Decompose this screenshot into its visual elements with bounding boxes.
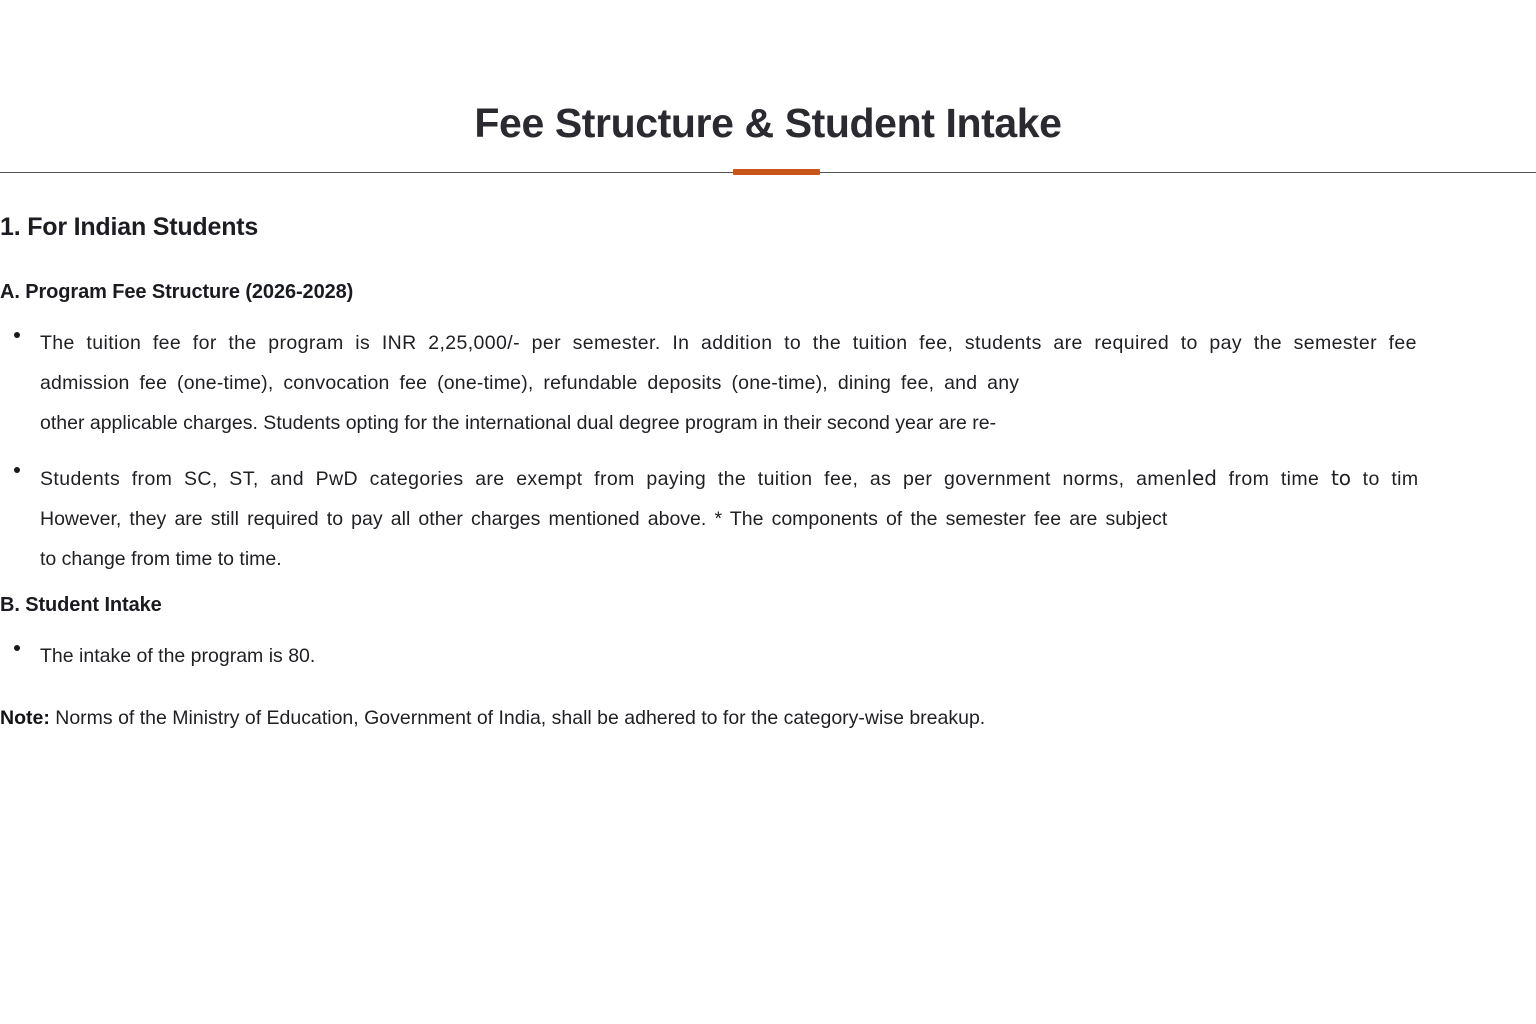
paragraph-line (40, 458, 1536, 499)
list-item-text (40, 323, 1536, 443)
bullet-marker-icon (14, 332, 20, 338)
subsection-heading-program-fee: A. Program Fee Structure (2026-2028) (0, 281, 354, 303)
list-item-text (40, 458, 1536, 579)
paragraph-line-main: Students from SC, ST, and PwD categories are exempt from paying the tuition fee, as per government norms, amen (40, 468, 1187, 490)
note (0, 704, 985, 732)
paragraph-line: to change from time to time. (40, 548, 282, 570)
bullet-marker-icon (14, 467, 20, 473)
bullet-marker-icon (14, 645, 20, 651)
paragraph-line: admission fee (one-time), convocation fee (one-time), refundable deposits (one-time), dining fee, and any (40, 372, 1020, 394)
paragraph-line-tail: from time (1217, 468, 1331, 490)
paragraph-line: However, they are still required to pay all other charges mentioned above. * The components of the semester fee are subject (40, 508, 1168, 530)
note-label: Note: (0, 707, 50, 729)
header-accent-bar (733, 169, 820, 175)
paragraph-line: other applicable charges. Students opting for the international dual degree program in their second year are re- (40, 412, 997, 434)
page-title: Fee Structure & Student Intake (474, 100, 1062, 146)
section-heading-indian-students: 1. For Indian Students (0, 213, 259, 241)
page-header (0, 0, 1536, 174)
note-text: Norms of the Ministry of Education, Government of India, shall be adhered to for the category-wise breakup. (49, 707, 986, 729)
list-item-text (40, 636, 1536, 676)
render-artifact-duplicate-word: to (1330, 466, 1352, 490)
render-artifact-suffix: led (1186, 466, 1217, 490)
paragraph-line: The intake of the program is 80. (40, 645, 316, 667)
subsection-heading-student-intake: B. Student Intake (0, 594, 162, 616)
paragraph-line-tail-2: to tim (1351, 468, 1419, 490)
paragraph-line: The tuition fee for the program is INR 2,25,000/- per semester. In addition to the tuition fee, students are required to pay the semester fee (40, 332, 1417, 354)
